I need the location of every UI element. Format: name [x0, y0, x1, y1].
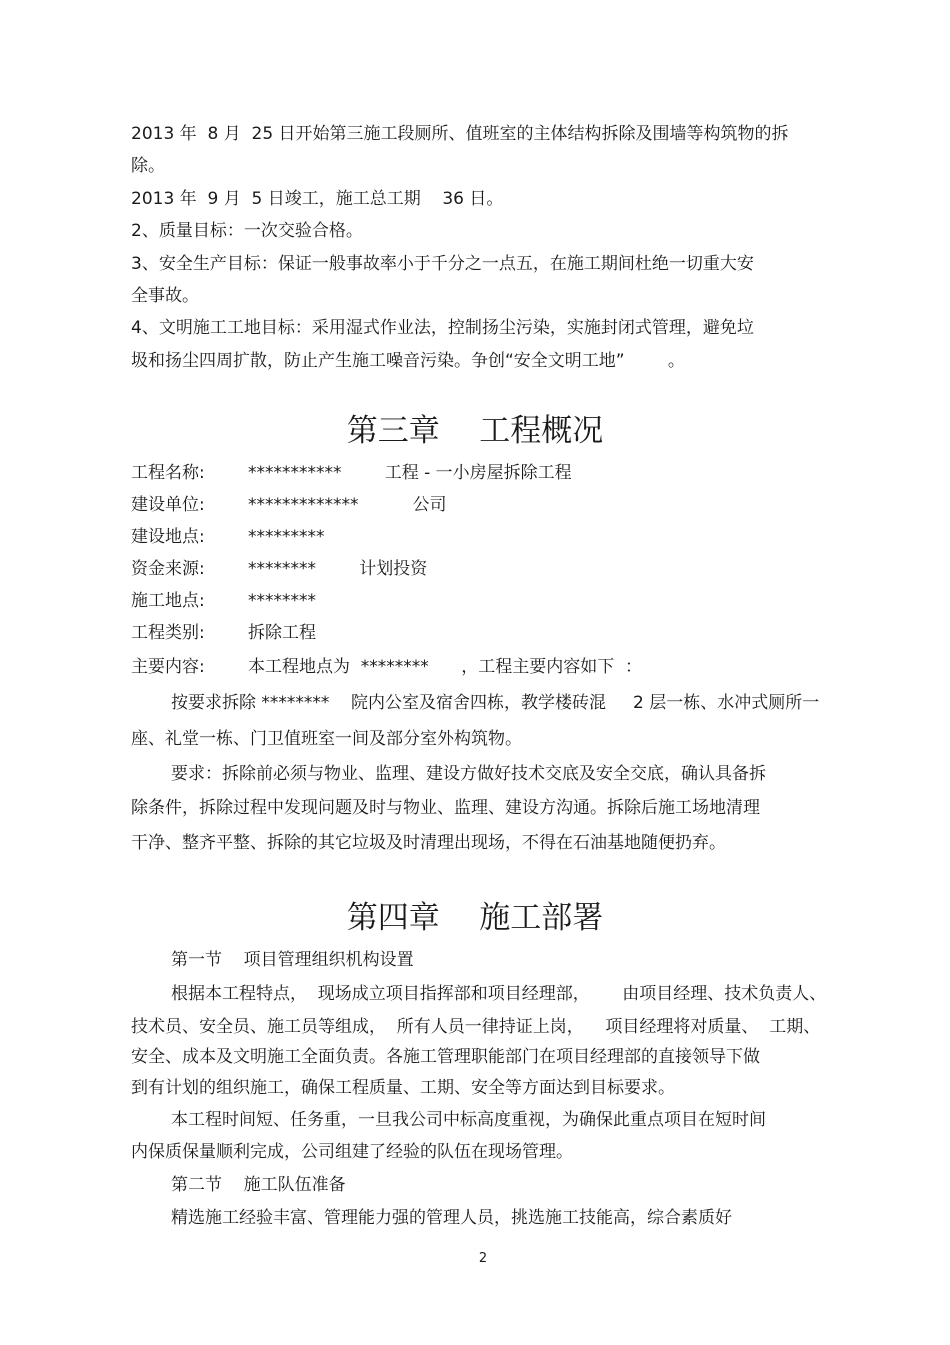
project-field: 工程类别: 拆除工程: [131, 623, 316, 643]
text-line: 3、安全生产目标：保证一般事故率小于千分之一点五，在施工期间杜绝一切重大安: [131, 254, 754, 274]
text-line: 座、礼堂一栋、门卫值班室一间及部分室外构筑物。: [131, 729, 522, 749]
text-line: 要求：拆除前必须与物业、监理、建设方做好技术交底及安全交底，确认具备拆: [171, 764, 766, 784]
text-line: 全事故。: [131, 286, 199, 306]
section-heading: 第二节 施工队伍准备: [171, 1175, 346, 1195]
text-line: 除条件，拆除过程中发现问题及时与物业、监理、建设方沟通。拆除后施工场地清理: [131, 798, 760, 818]
project-field: 施工地点: ********: [131, 591, 316, 611]
text-line: 本工程时间短、任务重，一旦我公司中标高度重视，为确保此重点项目在短时间: [171, 1110, 766, 1130]
chapter-4-heading: 第四章 施工部署: [346, 900, 604, 936]
project-field: 建设单位: ************* 公司: [131, 495, 447, 515]
text-line: 到有计划的组织施工，确保工程质量、工期、安全等方面达到目标要求。: [131, 1078, 675, 1098]
text-line: 精选施工经验丰富、管理能力强的管理人员，挑选施工技能高，综合素质好: [171, 1208, 732, 1228]
project-field: 主要内容: 本工程地点为 ******** ，工程主要内容如下 ：: [131, 657, 642, 677]
text-line: 2013 年 9 月 5 日竣工，施工总工期 36 日。: [131, 189, 504, 209]
project-field: 建设地点: *********: [131, 527, 325, 547]
text-line: 圾和扬尘四周扩散，防止产生施工噪音污染。争创“安全文明工地” 。: [131, 351, 685, 371]
text-line: 按要求拆除 ******** 院内公室及宿舍四栋，教学楼砖混 2 层一栋、水冲式厕所一: [171, 693, 820, 713]
text-line: 除。: [131, 156, 165, 176]
text-line: 安全、成本及文明施工全面负责。各施工管理职能部门在项目经理部的直接领导下做: [131, 1047, 760, 1067]
text-line: 内保质保量顺利完成，公司组建了经验的队伍在现场管理。: [131, 1142, 573, 1162]
chapter-3-heading: 第三章 工程概况: [346, 413, 604, 449]
text-line: 2013 年 8 月 25 日开始第三施工段厕所、值班室的主体结构拆除及围墙等构筑物的拆: [131, 124, 789, 144]
text-line: 2、质量目标：一次交验合格。: [131, 221, 363, 241]
text-line: 技术员、安全员、施工员等组成， 所有人员一律持证上岗， 项目经理将对质量、 工期、: [131, 1017, 821, 1037]
section-heading: 第一节 项目管理组织机构设置: [171, 950, 414, 970]
text-line: 干净、整齐平整、拆除的其它垃圾及时清理出现场，不得在石油基地随便扔弃。: [131, 833, 726, 853]
text-line: 根据本工程特点， 现场成立项目指挥部和项目经理部， 由项目经理、技术负责人、: [171, 984, 827, 1004]
project-field: 资金来源: ******** 计划投资: [131, 559, 428, 579]
project-field: 工程名称: *********** 工程 - 一小房屋拆除工程: [131, 463, 572, 483]
page-number: 2: [478, 1251, 488, 1266]
text-line: 4、文明施工工地目标：采用湿式作业法，控制扬尘污染，实施封闭式管理，避免垃: [131, 318, 754, 338]
